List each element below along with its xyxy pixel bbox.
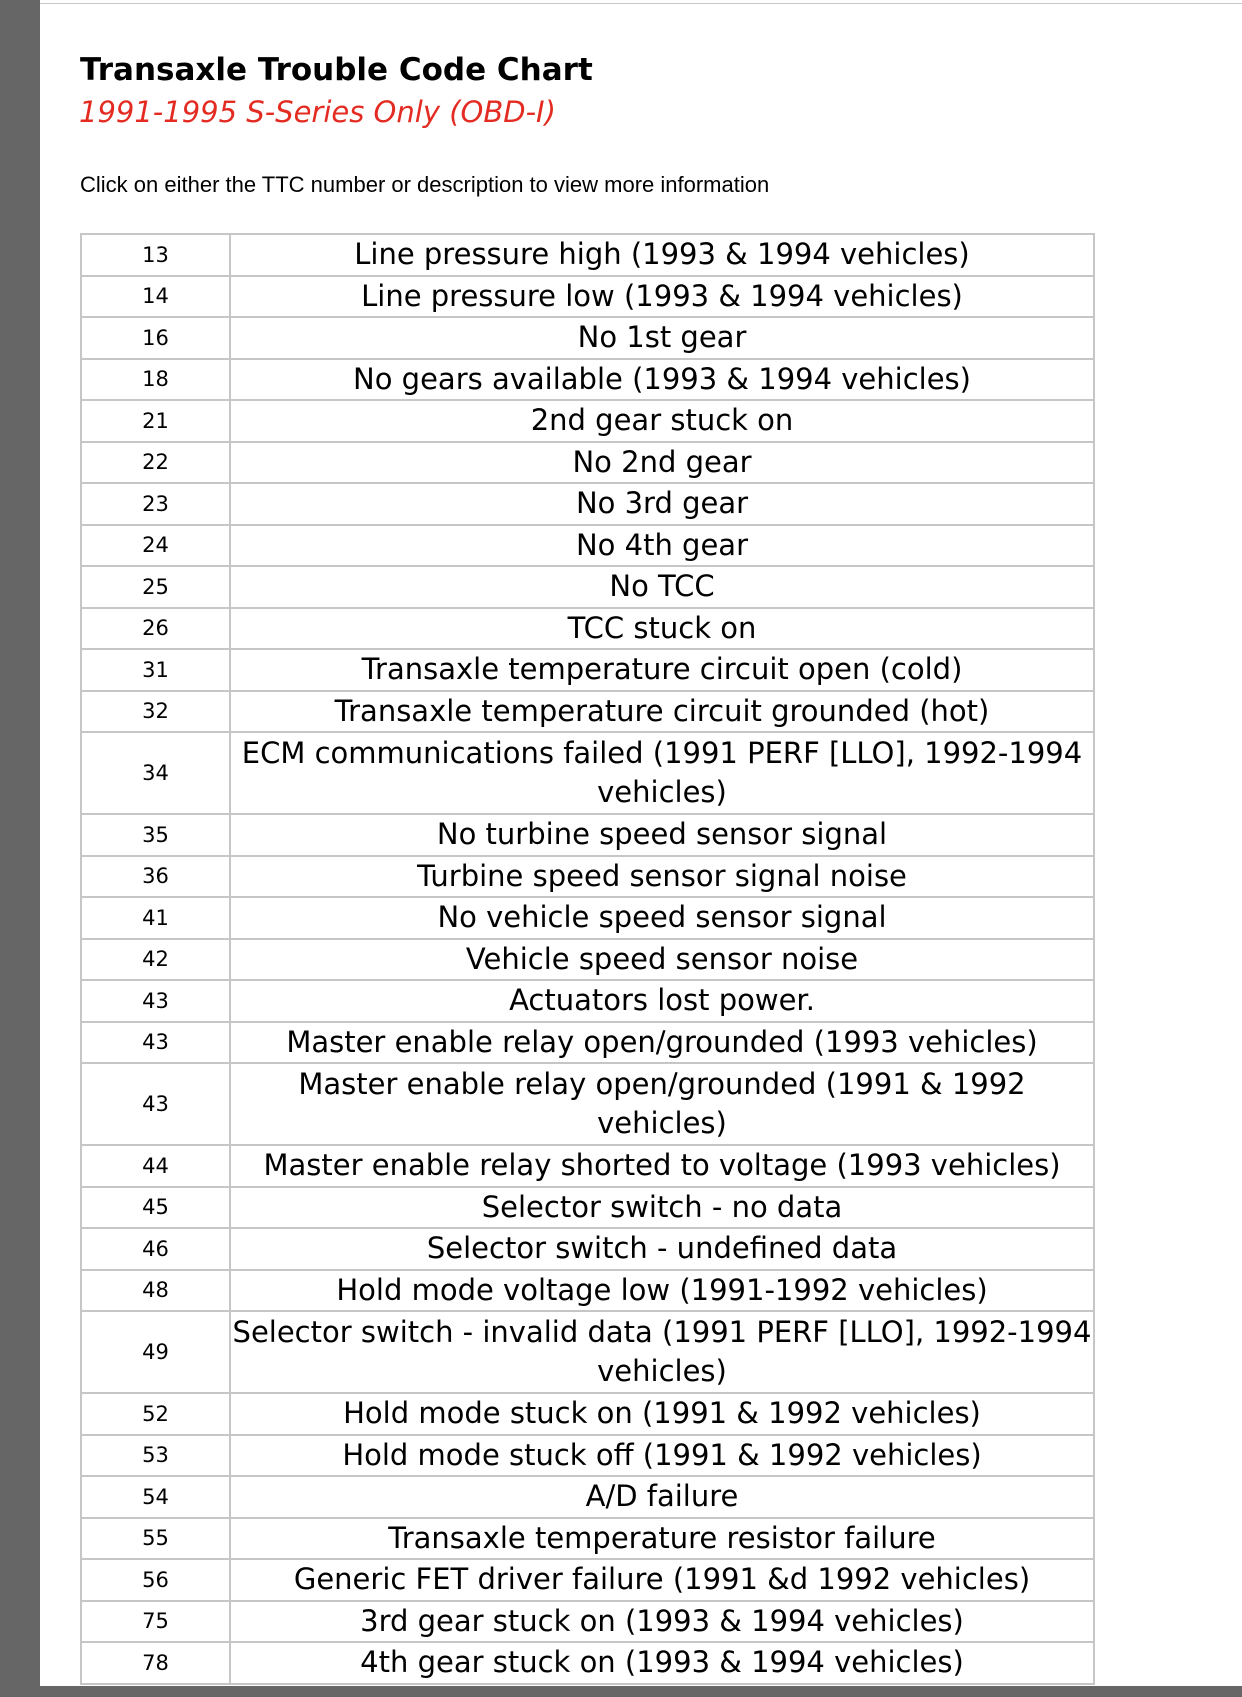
ttc-number-link[interactable]: 43 xyxy=(81,1022,230,1064)
code-row xyxy=(81,1601,1094,1643)
ttc-number-link[interactable]: 49 xyxy=(81,1311,230,1393)
ttc-number-link[interactable]: 52 xyxy=(81,1393,230,1435)
code-row xyxy=(81,1518,1094,1560)
ttc-number-link[interactable]: 13 xyxy=(81,234,230,276)
ttc-description-link[interactable]: TCC stuck on xyxy=(230,608,1094,650)
trouble-code-rows xyxy=(81,234,1094,1684)
code-row xyxy=(81,1435,1094,1477)
ttc-description-link[interactable]: No TCC xyxy=(230,566,1094,608)
ttc-description-link[interactable]: No 3rd gear xyxy=(230,483,1094,525)
code-row xyxy=(81,566,1094,608)
code-row xyxy=(81,276,1094,318)
ttc-number-link[interactable]: 34 xyxy=(81,732,230,814)
ttc-description-link[interactable]: Master enable relay shorted to voltage (1993 vehicles) xyxy=(230,1145,1094,1187)
instructions-text: Click on either the TTC number or description to view more information xyxy=(80,172,770,197)
ttc-description-link[interactable]: Hold mode voltage low (1991-1992 vehicles) xyxy=(230,1270,1094,1312)
ttc-number-link[interactable]: 16 xyxy=(81,317,230,359)
ttc-description-link[interactable]: 2nd gear stuck on xyxy=(230,400,1094,442)
ttc-description-link[interactable]: 4th gear stuck on (1993 & 1994 vehicles) xyxy=(230,1642,1094,1684)
ttc-number-link[interactable]: 44 xyxy=(81,1145,230,1187)
code-row xyxy=(81,1559,1094,1601)
ttc-number-link[interactable]: 54 xyxy=(81,1476,230,1518)
ttc-description-link[interactable]: No turbine speed sensor signal xyxy=(230,814,1094,856)
ttc-number-link[interactable]: 53 xyxy=(81,1435,230,1477)
ttc-number-link[interactable]: 56 xyxy=(81,1559,230,1601)
code-row xyxy=(81,483,1094,525)
ttc-number-link[interactable]: 45 xyxy=(81,1187,230,1229)
code-row xyxy=(81,856,1094,898)
code-row xyxy=(81,1476,1094,1518)
ttc-number-link[interactable]: 46 xyxy=(81,1228,230,1270)
ttc-number-link[interactable]: 55 xyxy=(81,1518,230,1560)
ttc-number-link[interactable]: 41 xyxy=(81,897,230,939)
ttc-description-link[interactable]: Hold mode stuck off (1991 & 1992 vehicles) xyxy=(230,1435,1094,1477)
left-margin-bar xyxy=(0,0,40,1697)
ttc-number-link[interactable]: 48 xyxy=(81,1270,230,1312)
ttc-number-link[interactable]: 35 xyxy=(81,814,230,856)
ttc-description-link[interactable]: No 2nd gear xyxy=(230,442,1094,484)
code-row xyxy=(81,897,1094,939)
ttc-description-link[interactable]: Generic FET driver failure (1991 &d 1992 vehicles) xyxy=(230,1559,1094,1601)
code-row xyxy=(81,1311,1094,1393)
code-row xyxy=(81,939,1094,981)
code-row xyxy=(81,814,1094,856)
code-row xyxy=(81,234,1094,276)
code-row xyxy=(81,525,1094,567)
ttc-number-link[interactable]: 31 xyxy=(81,649,230,691)
ttc-number-link[interactable]: 23 xyxy=(81,483,230,525)
ttc-description-link[interactable]: ECM communications failed (1991 PERF [LLO], 1992-1994 vehicles) xyxy=(230,732,1094,814)
ttc-number-link[interactable]: 22 xyxy=(81,442,230,484)
ttc-number-link[interactable]: 43 xyxy=(81,980,230,1022)
code-row xyxy=(81,691,1094,733)
ttc-description-link[interactable]: 3rd gear stuck on (1993 & 1994 vehicles) xyxy=(230,1601,1094,1643)
page-subtitle: 1991-1995 S-Series Only (OBD-I) xyxy=(79,95,556,129)
code-row xyxy=(81,1022,1094,1064)
code-row xyxy=(81,1642,1094,1684)
trouble-code-table xyxy=(80,233,1095,1685)
ttc-description-link[interactable]: Selector switch - invalid data (1991 PERF [LLO], 1992-1994 vehicles) xyxy=(230,1311,1094,1393)
code-row xyxy=(81,980,1094,1022)
code-row xyxy=(81,1270,1094,1312)
ttc-number-link[interactable]: 21 xyxy=(81,400,230,442)
ttc-description-link[interactable]: Master enable relay open/grounded (1993 vehicles) xyxy=(230,1022,1094,1064)
ttc-description-link[interactable]: No 4th gear xyxy=(230,525,1094,567)
code-row xyxy=(81,649,1094,691)
code-row xyxy=(81,1145,1094,1187)
ttc-number-link[interactable]: 24 xyxy=(81,525,230,567)
ttc-description-link[interactable]: Vehicle speed sensor noise xyxy=(230,939,1094,981)
code-row xyxy=(81,1228,1094,1270)
ttc-description-link[interactable]: No gears available (1993 & 1994 vehicles) xyxy=(230,359,1094,401)
page-title: Transaxle Trouble Code Chart xyxy=(80,52,593,88)
ttc-number-link[interactable]: 75 xyxy=(81,1601,230,1643)
ttc-description-link[interactable]: Master enable relay open/grounded (1991 & 1992 vehicles) xyxy=(230,1063,1094,1145)
ttc-description-link[interactable]: Transaxle temperature resistor failure xyxy=(230,1518,1094,1560)
code-row xyxy=(81,732,1094,814)
ttc-description-link[interactable]: Transaxle temperature circuit open (cold) xyxy=(230,649,1094,691)
ttc-number-link[interactable]: 36 xyxy=(81,856,230,898)
ttc-number-link[interactable]: 78 xyxy=(81,1642,230,1684)
code-row xyxy=(81,442,1094,484)
ttc-number-link[interactable]: 26 xyxy=(81,608,230,650)
code-row xyxy=(81,359,1094,401)
ttc-description-link[interactable]: Hold mode stuck on (1991 & 1992 vehicles) xyxy=(230,1393,1094,1435)
ttc-number-link[interactable]: 18 xyxy=(81,359,230,401)
ttc-description-link[interactable]: Line pressure high (1993 & 1994 vehicles) xyxy=(230,234,1094,276)
ttc-description-link[interactable]: No vehicle speed sensor signal xyxy=(230,897,1094,939)
ttc-number-link[interactable]: 42 xyxy=(81,939,230,981)
code-row xyxy=(81,608,1094,650)
ttc-number-link[interactable]: 25 xyxy=(81,566,230,608)
bottom-margin-bar xyxy=(0,1686,1242,1697)
ttc-description-link[interactable]: Line pressure low (1993 & 1994 vehicles) xyxy=(230,276,1094,318)
ttc-description-link[interactable]: Turbine speed sensor signal noise xyxy=(230,856,1094,898)
ttc-number-link[interactable]: 14 xyxy=(81,276,230,318)
code-row xyxy=(81,1063,1094,1145)
ttc-description-link[interactable]: Actuators lost power. xyxy=(230,980,1094,1022)
ttc-number-link[interactable]: 43 xyxy=(81,1063,230,1145)
ttc-description-link[interactable]: Transaxle temperature circuit grounded (hot) xyxy=(230,691,1094,733)
code-row xyxy=(81,1187,1094,1229)
ttc-number-link[interactable]: 32 xyxy=(81,691,230,733)
ttc-description-link[interactable]: No 1st gear xyxy=(230,317,1094,359)
ttc-description-link[interactable]: Selector switch - no data xyxy=(230,1187,1094,1229)
ttc-description-link[interactable]: Selector switch - undefined data xyxy=(230,1228,1094,1270)
code-row xyxy=(81,1393,1094,1435)
code-row xyxy=(81,400,1094,442)
top-divider xyxy=(40,3,1242,4)
ttc-description-link[interactable]: A/D failure xyxy=(230,1476,1094,1518)
code-row xyxy=(81,317,1094,359)
